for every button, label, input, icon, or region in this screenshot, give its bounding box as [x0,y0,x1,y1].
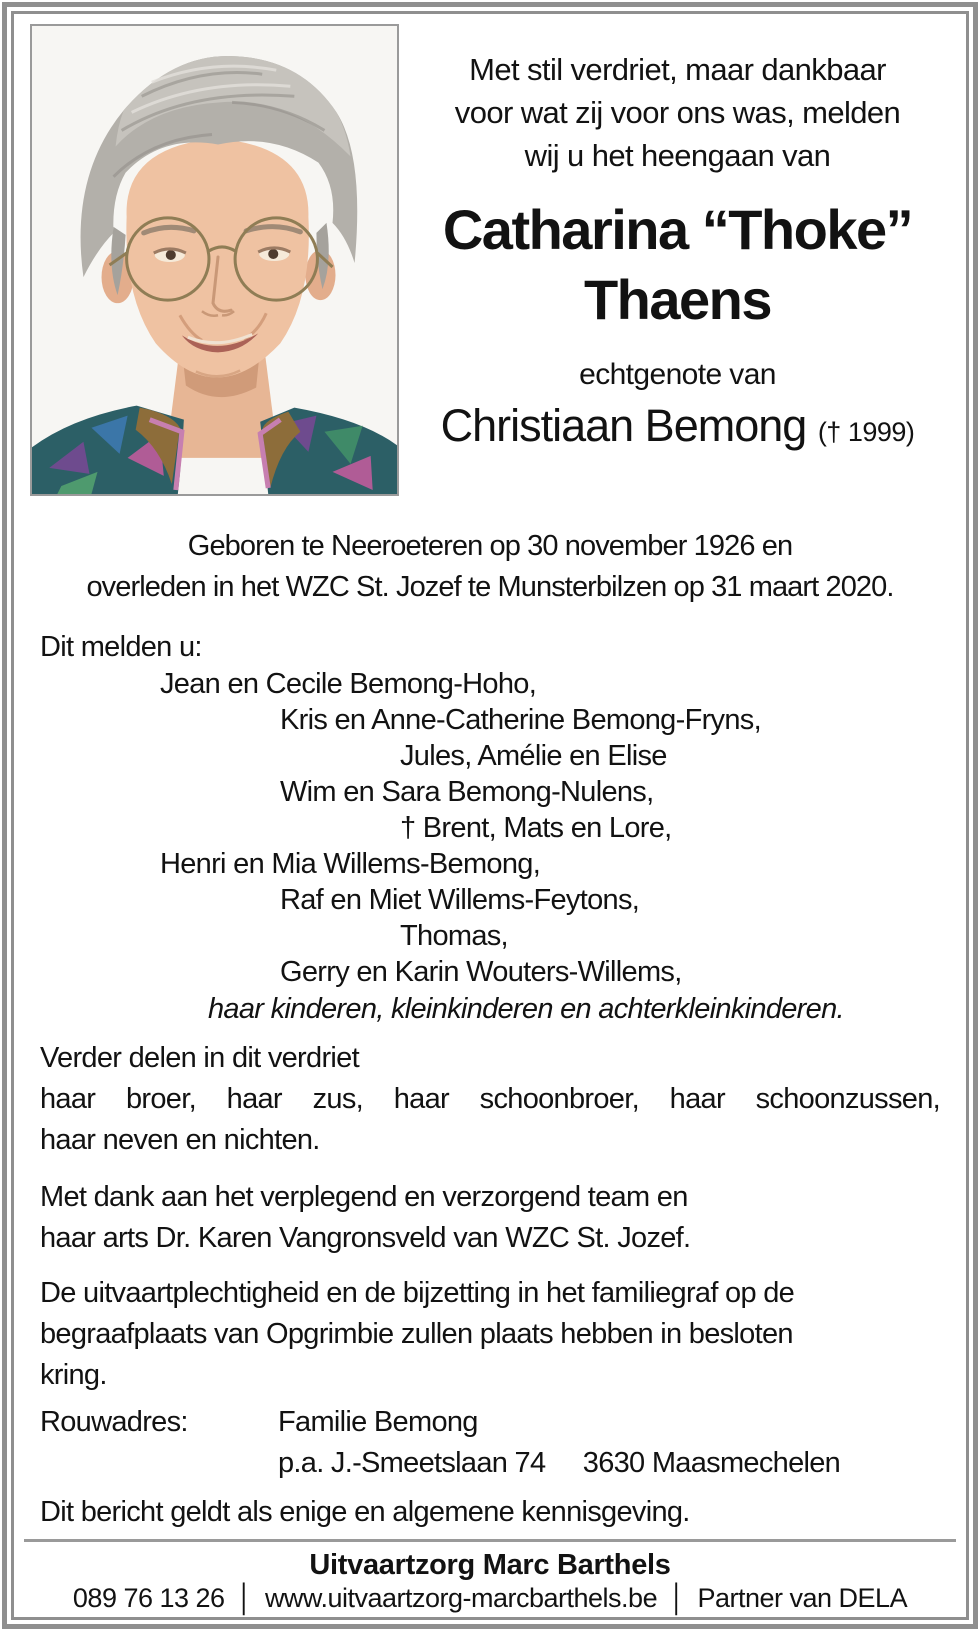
deceased-name [409,195,946,335]
headline-column [399,24,950,496]
family-list [30,666,950,990]
thanks-line: haar arts Dr. Karen Vangronsveld van WZC St. Jozef. [40,1222,691,1254]
family-member-line: Henri en Mia Willems-Bemong, [160,848,541,880]
spouse-prefix: echtgenote van [579,358,776,391]
announce-label: Dit melden u: [40,631,202,663]
top-section [30,24,950,496]
page-outer-border [2,2,978,1629]
page-inner-border [11,11,969,1620]
relatives-paragraph [30,1038,950,1161]
undertaker-partner: Partner van DELA [697,1583,908,1613]
family-member-line: Thomas, [400,920,508,952]
footer-separator: │ [236,1583,253,1613]
family-member-line: Wim en Sara Bemong-Nulens, [280,776,654,808]
spouse-name: Christiaan Bemong [440,400,807,451]
intro-line: wij u het heengaan van [524,138,831,173]
undertaker-name: Uitvaartzorg Marc Barthels [309,1549,671,1581]
ceremony-line: kring. [40,1359,107,1391]
mourning-address-label: Rouwadres: [40,1406,188,1438]
ceremony-line: De uitvaartplechtigheid en de bijzetting in het familiegraf op de [40,1277,795,1309]
deceased-name-line2: Thaens [583,268,772,331]
spouse-death-year: († 1999) [817,417,915,447]
mourning-address [30,1402,950,1484]
mourning-address-street: p.a. J.-Smeetslaan 74 [278,1447,546,1479]
relatives-line: Verder delen in dit verdriet [40,1042,359,1074]
family-member-line: Raf en Miet Willems-Feytons, [280,884,640,916]
intro-line: voor wat zij voor ons was, melden [454,95,901,130]
death-line: overleden in het WZC St. Jozef te Munsterbilzen op 31 maart 2020. [86,571,894,603]
family-member-line: Jean en Cecile Bemong-Hoho, [160,668,537,700]
mourning-address-name: Familie Bemong [278,1406,478,1438]
undertaker-contact [24,1582,956,1615]
deceased-name-line1: Catharina “Thoke” [442,198,913,261]
announcement-card [14,14,966,1617]
ceremony-line: begraafplaats van Opgrimbie zullen plaats hebben in besloten [40,1318,793,1350]
relatives-line: haar neven en nichten. [40,1124,320,1156]
relatives-line: haar broer, haar zus, haar schoonbroer, haar schoonzussen, [40,1083,940,1115]
mourning-address-street-city [278,1443,840,1484]
undertaker-footer [24,1539,956,1615]
undertaker-website: www.uitvaartzorg-marcbarthels.be [264,1583,658,1613]
footer-separator: │ [669,1583,686,1613]
intro-line: Met stil verdriet, maar dankbaar [469,52,886,87]
footer-divider [24,1539,956,1542]
family-footer: haar kinderen, kleinkinderen en achterkleinkinderen. [208,993,844,1025]
birth-line: Geboren te Neeroeteren op 30 november 1926 en [187,530,793,562]
notice-line: Dit bericht geldt als enige en algemene kennisgeving. [40,1496,690,1528]
mourning-address-value [278,1402,840,1484]
portrait-photo [30,24,399,496]
undertaker-phone: 089 76 13 26 [72,1583,225,1613]
ceremony-paragraph [30,1273,950,1396]
spouse-name-line [409,399,946,459]
portrait-illustration [32,26,397,494]
family-member-line: Jules, Amélie en Elise [400,740,667,772]
family-member-line: Gerry en Karin Wouters-Willems, [280,956,682,988]
family-member-line: Kris en Anne-Catherine Bemong-Fryns, [280,704,761,736]
thanks-line: Met dank aan het verplegend en verzorgend team en [40,1181,688,1213]
intro-text [409,48,946,177]
birth-death-paragraph [30,526,950,608]
family-member-line: † Brent, Mats en Lore, [400,812,672,844]
thanks-paragraph [30,1177,950,1259]
mourning-address-city: 3630 Maasmechelen [582,1447,841,1479]
